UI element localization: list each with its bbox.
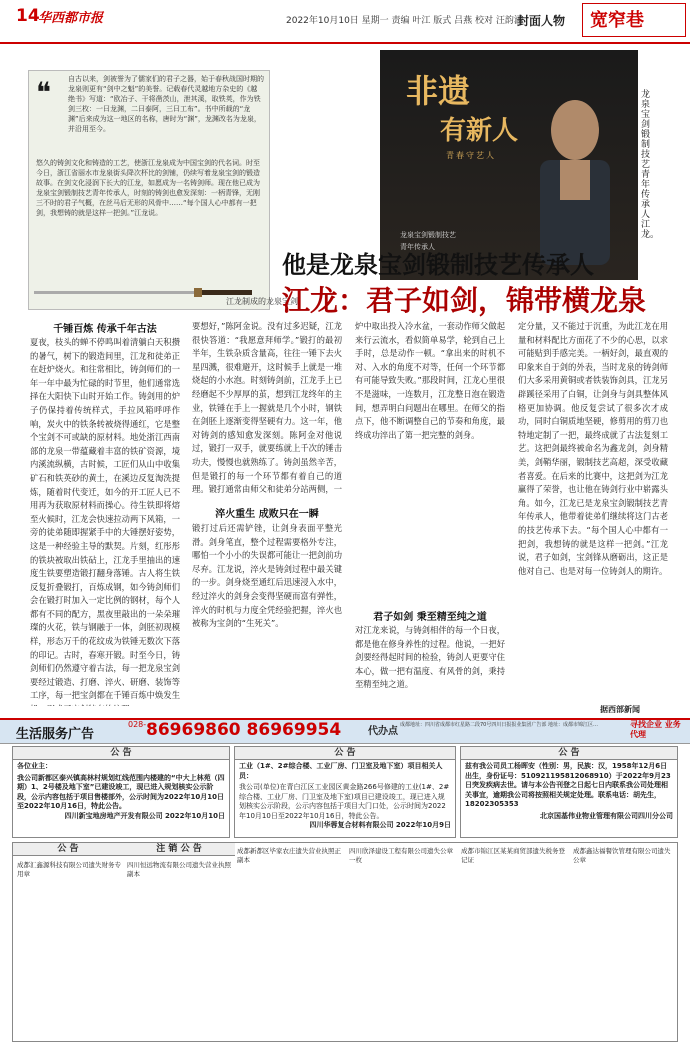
article-column-2: 要想好，”陈阿金说。没有过多迟疑，江龙很快答道：“我愿意拜师学。”锻打的最初半年，生铁杂质含量高，往往一锤下去火星四溅，很难避开，这时候手上就是一堆烧起的小水泡。时刻铸剑前，江龙手上已经磨起不少厚厚的茧，想到江龙终年的主业，铁锤在手上一握就是几个小时，钢铁在剑胚上逐渐变得坚硬有力。这一年，他对铸剑的感知愈发深刻。陈阿金对他说过，锻打一双手，就要练就上千次的锤击功夫，慢慢也就熟练了。铸剑虽然辛苦，但是锻打的每一个环节都有着自己的道理。锻打通常由师父和徒弟分站两侧，一 bbox=[192, 321, 342, 495]
page-number: 14 bbox=[16, 6, 40, 26]
notice-3-body: 兹有我公司员工杨晖安（性别：男，民族：汉，1958年12月6日出生，身份证号：51092119581206891​0）于2022年9月23日突发疾病去世。请与本公告刊登之日起七日内联系我公司处理相关事宜，逾期我公司将按照相关规定处理。联系电话：胡先生，18202305353 bbox=[465, 762, 671, 808]
notice-1-head: 公 告 bbox=[13, 747, 229, 760]
poster-tag: 青春守艺人 bbox=[446, 151, 496, 160]
notice-2 bbox=[234, 746, 456, 838]
notice-2-title: 工业（1#、2#综合楼、工业厂房、门卫室及地下室）项目相关人员： bbox=[239, 762, 443, 780]
sword-caption: 江龙制成的龙泉宝剑 bbox=[226, 297, 298, 306]
notice-3-sign: 北京国基伟业物业管理有限公司四川分公司 bbox=[540, 811, 673, 820]
section-name: 封面人物 bbox=[517, 14, 566, 28]
notice-3 bbox=[460, 746, 678, 838]
side-caption: 龙泉宝剑锻制技艺青年传承人江龙。 bbox=[641, 90, 660, 240]
intro-paragraph-2: 悠久的铸剑文化和铸造的工艺，使浙江龙泉成为中国宝剑的代名词。时至今日，浙江省丽水市龙泉街头降次杯比的剑铺，仍续写着龙泉宝剑的锻造故事。在剑文化浸润下长大的江龙，如愿成为一名铸剑师。现在他已成为龙泉宝剑锻制技艺青年传承人，时刻的铸剑也愈发深刻：一柄青锋，无刚三不时的君子气概，在丝马后无形的风骨中……“每个国人心中都有一把剑，我想铸的就是这样一把剑。”江龙说。 bbox=[36, 159, 260, 217]
service-label: 生活服务广告 bbox=[16, 727, 95, 742]
article-column-4: 定分量，又不能过于沉重，为此江龙在用量和材料配比方面花了不少的心思，以求可能贴到手感完美。一柄好剑，最直观的印象来自于剑的外表，当时龙泉的铸剑师们大多采用黄铜或者铁装饰剑具，江龙另辟蹊径采用了白铜，让剑身与剑具整体风格更加协调。他反复尝试了很多次才成功，同时白铜质地坚硬，修剪用的剪刀也特地定制了一把，最终成就了古法复刻工艺。这把剑最终被命名为鑫龙剑，剑身精美，剑鞘华丽，锻制技艺高超，深受收藏者喜爱。在后来的比赛中，这把剑为江龙赢得了荣誉，也让他在铸剑行业中崭露头角。如今，江龙已是龙泉宝剑锻制技艺青年传承人，他带着徒弟们继续将这门古老的技艺传承下去。“每个国人心中都有一把剑，我想铸的就是这样一把剑。”江龙说，君子如剑，宝剑锋从磨砺出，这正是他对自己、也是对每一位铸剑人的期许。 bbox=[518, 321, 668, 576]
headline-line-2: 江龙：君子如剑，锦带横龙泉 bbox=[282, 284, 647, 317]
newspaper-masthead: 华西都市报 bbox=[38, 11, 104, 26]
subhead-3: 君子如剑 秉至精至纯之道 bbox=[373, 612, 487, 623]
notice-1-title: 各位业主： bbox=[17, 762, 52, 770]
byline: 据西部新闻 bbox=[600, 705, 640, 714]
small-ad-1: 成都新都区毕家农庄遗失营业执照正副本 bbox=[237, 847, 341, 864]
notice-1 bbox=[12, 746, 230, 838]
portrait-photo bbox=[520, 80, 630, 265]
agent-label: 代办点 bbox=[368, 726, 398, 737]
subhead-1: 千锤百炼 传承千年古法 bbox=[53, 324, 157, 335]
notice-2-body: 我公司(单位)在青白江区工业园区黄金路266号修建的工业(1#、2#综合楼、工业厂房、门卫室及地下室)项目已建设竣工，现已进入规划核实公示阶段，公示内容包括于项目大门口处，公示时间为2022年10月10日至2022年10月16日，特此公告。 bbox=[239, 783, 450, 820]
notice-3-head: 公 告 bbox=[461, 747, 677, 760]
poster-foot-1: 龙泉宝剑锻制技艺 bbox=[400, 231, 456, 239]
small-ad-5: 成都汇鑫源科技有限公司遗失财务专用章 bbox=[17, 861, 121, 878]
article-column-2b: 锻打过后还需铲锉，让剑身表面平整光滑。剑身笔直，整个过程需要格外专注，哪怕一个小小的失误都可能让一把剑前功尽弃。江龙说，淬火是铸剑过程中最关键的一步。剑身烧至通红后迅速浸入水中，经过淬火的剑身会变得坚硬而富有弹性，淬火的时机与力度全凭经验把握，淬火也被称为宝剑的“生死关”。 bbox=[192, 523, 342, 629]
notice-2-sign: 四川华蓉复合材料有限公司 2022年10月9日 bbox=[309, 821, 451, 829]
column-name: 宽窄巷 bbox=[590, 10, 644, 31]
notice-2-head: 公 告 bbox=[235, 747, 455, 760]
service-right: 寻找企业 业务代理 bbox=[630, 720, 681, 739]
subhead-2: 淬火重生 成败只在一瞬 bbox=[215, 509, 319, 520]
poster-foot-2: 青年传承人 bbox=[400, 243, 435, 251]
issue-meta: 2022年10月10日 星期一 责编 叶江 版式 吕燕 校对 汪韵涵 bbox=[286, 16, 523, 26]
notice-1-body: 我公司新都区泰兴镇高林村规划红线范围内楼建的“中大上林苑（四期）1、2号楼及地下室”已建设竣工，现已进入规划核实公示阶段，公示内容包括于项目售楼部外，公示时间为2022年10月10日至2022年10月16日，特此公告。 bbox=[17, 773, 225, 810]
agent-text: 成都地址：四川省成都市红星路二段70号四川日报报业集团广告部 地址：成都市锦江区… bbox=[400, 722, 598, 728]
small-ad-2: 四川欣泽建设工程有限公司遗失公章一枚 bbox=[349, 847, 453, 864]
article-column-1: 夏夜，枝头的蝉不停鸣叫着清躺白天积攒的暑气，树下的锻造间里，江龙和徒弟正在赶炉烧火。和往常相比，铸剑师们的一年一年中最为忙碌的时节里，他们通常选择在大阳快下山时开始工作。铸剑用的炉子仍保持着传统样式，手拉风箱呼呼作响，炭火中的铁条转被烧得通红，它是整个宝剑不可或缺的原材料。地处浙江西南部的龙泉一带蕴藏着丰富的铁矿资源，境内溪流纵横，古时候，工匠们从山中收集矿石和铁英砂的黄土，在溪边反复淘洗提炼，随着时代变迁，如今的开工匠人已不用再为获取原材料而操心。待生铁即将熔至火候时，江龙会快速拉动两下风箱，一旁的徒弟随即握紧手中的大锤摆好姿势，这是一种经验主导的默契。片刻，红彤彤的铁块被取出铁砧上，江龙手里抽出的速度生铁要塑造锻打翻身落锤。古人将生铁反复折叠锻打，百炼成钢，如今铸剑师们会在锻打时加入一定比例的钢材，每个人都有不同的配方，黑夜里敲出的一朵朵璀璨的火花，铁与钢融于一体，剑胚初现模样，形态万千的花纹成为铁锤无数次下落的印记。古时，春寒开锻。时至今日，铸剑师们仍然遵守着古法，每一把龙泉宝剑要经过锻造、打磨、淬火、研磨、装饰等工序，每一把宝剑都在千锤百炼中焕发生 bbox=[30, 337, 180, 701]
small-ad-3: 成都市锦江区某某商贸部遗失税务登记证 bbox=[461, 847, 565, 864]
small-ads-grid bbox=[12, 842, 678, 1042]
poster-title-1: 非遗 bbox=[406, 72, 471, 110]
quote-mark-icon: ❝ bbox=[36, 76, 52, 109]
article-column-3b: 对江龙来说，与铸剑相伴的每一个日夜，都是他在修身养性的过程。他说，一把好剑要经得起时间的检验，铸剑人更要守住本心，做一把有温度、有风骨的剑，秉持至精至纯之道。 bbox=[355, 625, 505, 690]
small-head-1: 公 告 bbox=[13, 843, 123, 856]
small-ad-4: 成都鑫达福餐饮管理有限公司遗失公章 bbox=[573, 847, 671, 864]
small-ad-6: 四川恒远物流有限公司遗失营业执照副本 bbox=[127, 861, 231, 878]
small-head-2: 注 销 公 告 bbox=[123, 843, 235, 856]
poster-title-2: 有新人 bbox=[440, 116, 519, 146]
headline-line-1: 他是龙泉宝剑锻制技艺传承人 bbox=[282, 250, 594, 279]
article-column-3: 炉中取出投入冷水盆，一套动作师父做起来行云流水，看似简单易学，轮到自己上手时，总是动作一顿。“拿出来的时机不对、入水的角度不对等，任何一个环节都有可能导致失败。”那段时间，江龙心里很不是滋味，一连数月，江龙整日泡在锻造间，想弄明白问题出在哪里。在师父的指点下，他不断调整自己的节奏和角度，最终成功淬出了第一把完整的剑身。 bbox=[355, 321, 505, 440]
service-phones: 86969860 86969954 bbox=[146, 720, 342, 740]
notice-1-sign: 四川新宝地房地产开发有限公司 2022年10月10日 bbox=[64, 811, 225, 820]
area-code: 028- bbox=[128, 720, 147, 729]
intro-paragraph-1: 自古以来，剑被誉为了儒家们的君子之器，始于春秋战国时期的龙泉则更有“剑中之魁”的美誉。记载春代灵越地方杂史的《越绝书》写道：“欧冶子、干将凿茨山，泄其溪，取铁英，作为铁剑三枚：一曰龙渊，二曰泰阿，三曰工布”。书中所载的“龙渊”后来成为这一地区的名称，唐时为“渊”，龙渊改名为龙泉，并沿用至今。 bbox=[68, 75, 264, 133]
